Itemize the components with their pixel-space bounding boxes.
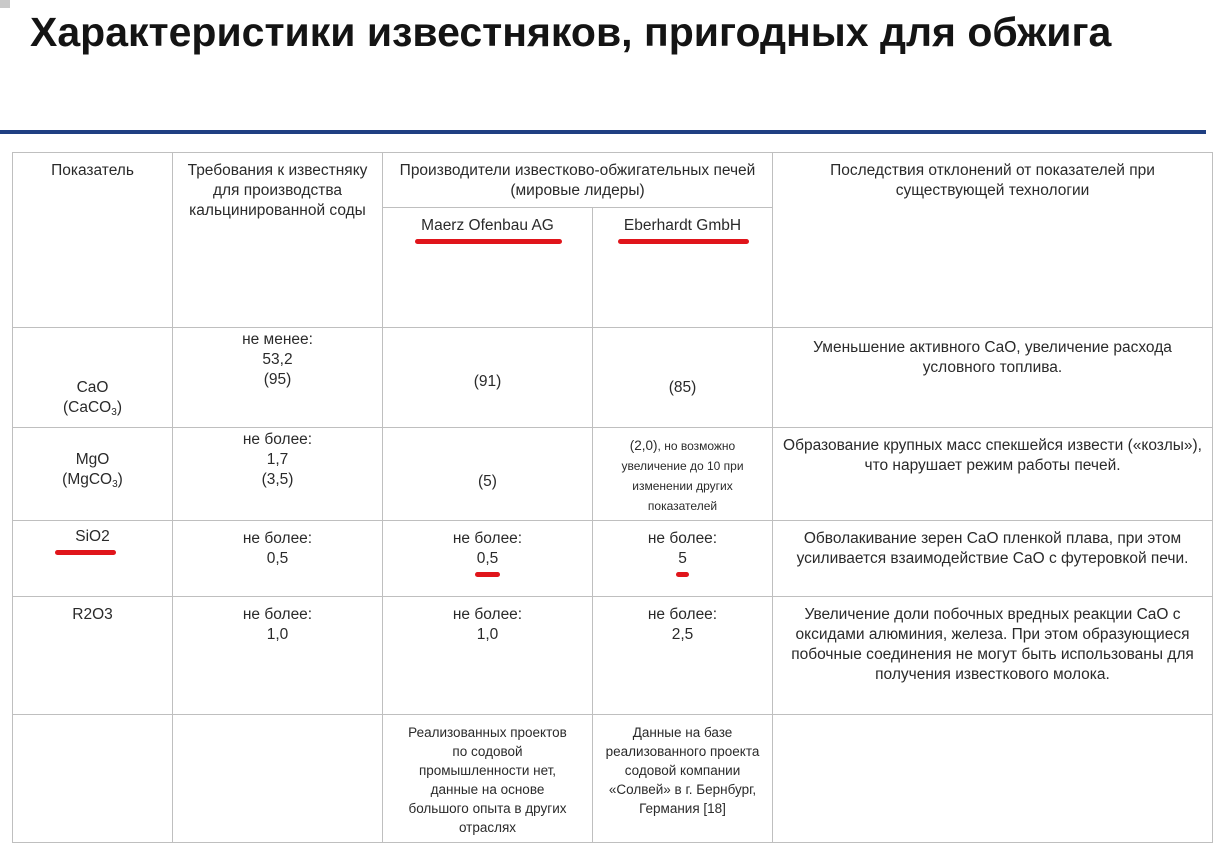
header-eberhardt [593, 208, 773, 328]
eberhardt-cell: (85) [593, 328, 773, 428]
eberhardt-cell: не более: 2,5 [593, 597, 773, 715]
eberhardt-cell: (2,0), но возможно увеличение до 10 при изменении других показателей [593, 428, 773, 521]
corner-mark [0, 0, 10, 8]
empty-cell [773, 715, 1213, 843]
indicator-formula: SiO2 [75, 528, 110, 545]
consequence-cell: Образование крупных масс спекшейся извести («козлы»), что нарушает режим работы печей. [773, 428, 1213, 521]
notes-row [13, 715, 1213, 843]
maerz-cell: не более: 1,0 [383, 597, 593, 715]
indicator-formula: CaO [76, 379, 109, 396]
indicator-cell: MgO (MgCO$_3$) [13, 428, 173, 521]
header-producers: Производители известково-обжигательных печей (мировые лидеры) [383, 153, 773, 208]
maerz-note: Реализованных проектов по содовой промышленности нет, данные на основе большого опыта в других отраслях [383, 715, 593, 843]
table-row [13, 521, 1213, 597]
maerz-sio2-value: 0,5 [476, 550, 499, 567]
indicator-formula-carbonate: (CaCO$_3$) [63, 399, 122, 418]
requirement-cell: не менее: 53,2 (95) [173, 328, 383, 428]
table-row [13, 597, 1213, 715]
indicator-cell [13, 521, 173, 597]
empty-cell [173, 715, 383, 843]
table-row [13, 328, 1213, 428]
header-indicator: Показатель [13, 153, 173, 328]
limestone-table [12, 152, 1213, 843]
eberhardt-cell: не более: 5 [593, 521, 773, 597]
table-row [13, 428, 1213, 521]
maerz-cell: (91) [383, 328, 593, 428]
indicator-cell: R2O3 [13, 597, 173, 715]
maerz-cell: (5) [383, 428, 593, 521]
maerz-cell: не более: 0,5 [383, 521, 593, 597]
empty-cell [13, 715, 173, 843]
requirement-cell: не более: 1,0 [173, 597, 383, 715]
maerz-label: Maerz Ofenbau AG [421, 217, 554, 234]
consequence-cell: Увеличение доли побочных вредных реакции CaO с оксидами алюминия, железа. При этом образующиеся побочные соединения не могут быть использованы для получения известкового молока. [773, 597, 1213, 715]
eberhardt-label: Eberhardt GmbH [623, 217, 742, 234]
eberhardt-note: Данные на базе реализованного проекта содовой компании «Солвей» в г. Бернбург, Германия [18] [593, 715, 773, 843]
requirement-cell: не более: 1,7 (3,5) [173, 428, 383, 521]
header-requirements: Требования к известняку для производства кальцинированной соды [173, 153, 383, 328]
consequence-cell: Обволакивание зерен CaO пленкой плава, при этом усиливается взаимодействие CaO с футеровкой печи. [773, 521, 1213, 597]
eberhardt-sio2-value: 5 [678, 550, 687, 567]
header-maerz [383, 208, 593, 328]
title-divider [0, 130, 1206, 134]
indicator-cell [13, 328, 173, 428]
requirement-cell: не более: 0,5 [173, 521, 383, 597]
page-title: Характеристики известняков, пригодных для обжига [30, 9, 1112, 55]
header-row [13, 153, 1213, 208]
header-consequences: Последствия отклонений от показателей при существующей технологии [773, 153, 1213, 328]
consequence-cell: Уменьшение активного CaO, увеличение расхода условного топлива. [773, 328, 1213, 428]
